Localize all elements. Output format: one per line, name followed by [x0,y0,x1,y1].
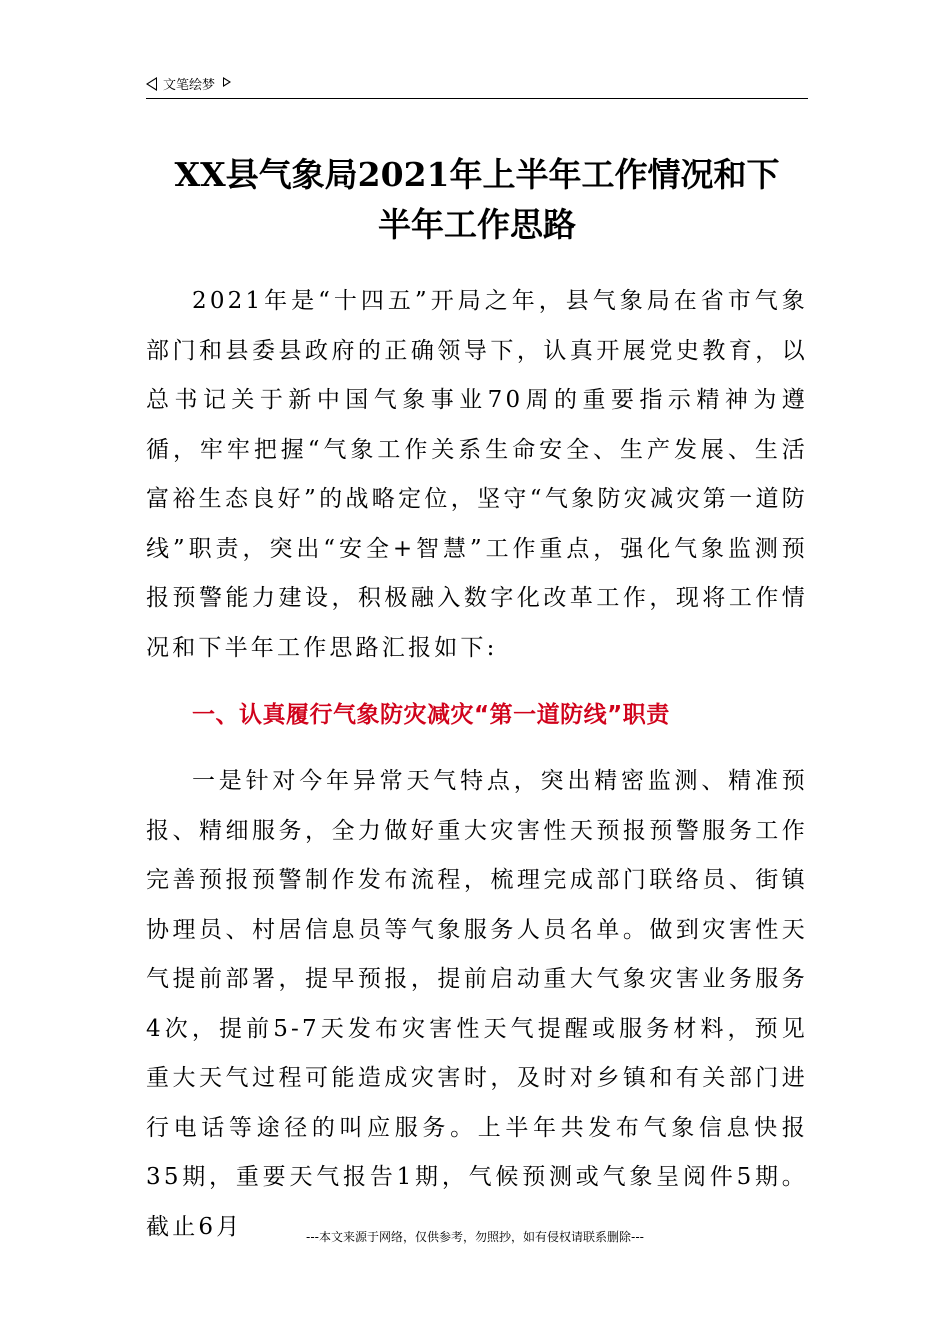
intro-paragraph: 2021年是“十四五”开局之年，县气象局在省市气象部门和县委县政府的正确领导下，认真开展党史教育，以总书记关于新中国气象事业70周的重要指示精神为遵循，牢牢把握“气象工作关系生命安全、生产发展、生活富裕生态良好”的战略定位，坚守“气象防灾减灾第一道防线”职责，突出“安全+智慧”工作重点，强化气象监测预报预警能力建设，积极融入数字化改革工作，现将工作情况和下半年工作思路汇报如下: [146,288,808,661]
header-brand-row [146,74,231,93]
title-line-2: 半年工作思路 [378,205,576,244]
triangle-right-icon [223,77,231,87]
header-brand: 文笔绘梦 [163,78,216,93]
page-header [146,72,808,99]
document-title [146,150,808,250]
triangle-left-icon [146,77,157,91]
footer-notice: ---本文来源于网络，仅供参考，勿照抄，如有侵权请联系删除--- [306,1230,644,1244]
section-1-heading: 一、认真履行气象防灾减灾“第一道防线”职责 [192,702,670,728]
section-1-paragraph: 一是针对今年异常天气特点，突出精密监测、精准预报、精细服务，全力做好重大灾害性天预报预警服务工作完善预报预警制作发布流程，梳理完成部门联络员、街镇协理员、村居信息员等气象服务人员名单。做到灾害性天气提前部署，提早预报，提前启动重大气象灾害业务服务4次，提前5-7天发布灾害性天气提醒或服务材料，预见重大天气过程可能造成灾害时，及时对乡镇和有关部门进行电话等途径的叫应服务。上半年共发布气象信息快报35期，重要天气报告1期，气候预测或气象呈阅件5期。截止6月 [146,768,808,1240]
title-line-1: XX县气象局2021年上半年工作情况和下 [174,155,780,194]
